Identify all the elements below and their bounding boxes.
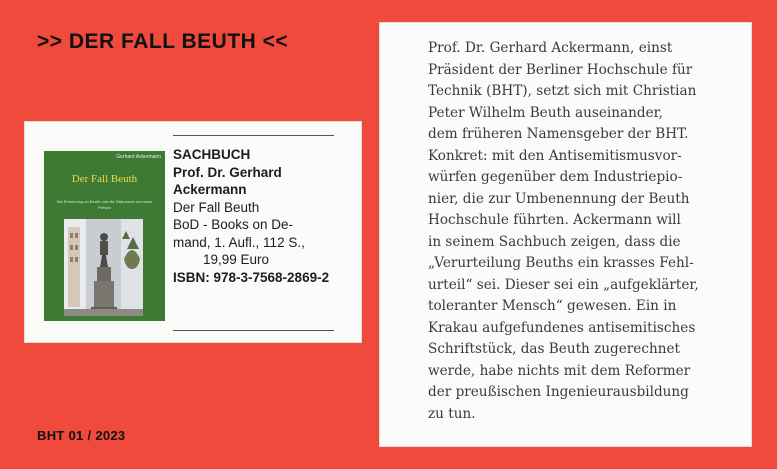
article-line: Präsident der Berliner Hochschule für [428,61,693,78]
cover-subtitle: Die Erinnerung an Beuth und die Diskussion um seine Person [56,199,153,210]
book-isbn: ISBN: 978-3-7568-2869-2 [173,269,330,285]
article-line: der preußischen Ingenieurausbildung [428,384,689,400]
article-line: werde, habe nichts mit dem Reformer [428,362,691,379]
book-genre: SACHBUCH [173,147,251,162]
article-line: „Verurteilung Beuths ein krasses Fehl- [428,255,694,271]
book-details [173,146,358,286]
article-line: Prof. Dr. Gerhard Ackermann, einst [428,40,673,56]
article-line: zu tun. [428,405,476,422]
book-info-card [25,122,361,342]
book-cover [44,151,165,321]
article-line: Konkret: mit den Antisemitismusvor- [428,147,682,164]
article-line: toleranter Mensch“ gewesen. Ein in [428,298,677,314]
cover-photo-statue [64,219,143,316]
book-title: Der Fall Beuth [173,199,260,215]
article-line: urteil“ sei. Dieser sei ein „aufgeklärter, [428,276,699,293]
article-card [380,23,751,446]
article-line: nier, die zur Umbenennung der Beuth [428,190,690,207]
headline: >> DER FALL BEUTH << [37,30,289,53]
article-line: würfen gegenüber dem Industriepio- [428,169,683,185]
book-author-line-1: Prof. Dr. Gerhard [173,164,282,180]
book-publisher-line-1: BoD - Books on De- [173,217,294,232]
article-line: Hochschule führten. Ackermann will [428,212,681,228]
article-line: Technik (BHT), setzt sich mit Christian [428,83,697,99]
article-line: in seinem Sachbuch zeigen, dass die [428,233,681,250]
article-line: Krakau aufgefundenes antisemitisches [428,319,696,336]
article-line: Schriftstück, das Beuth zugerechnet [428,341,680,357]
cover-title: Der Fall Beuth [71,173,138,185]
article-line: dem früheren Namensgeber der BHT. [428,126,689,142]
article-text [428,38,748,425]
top-divider [173,135,334,136]
cover-author: Gerhard Ackermann [116,154,161,160]
issue-label: BHT 01 / 2023 [37,428,126,443]
article-line: Peter Wilhelm Beuth auseinander, [428,104,663,121]
bottom-divider [173,330,334,331]
book-publisher-line-2: mand, 1. Aufl., 112 S., [173,234,305,250]
book-author-line-2: Ackermann [173,182,247,197]
book-price: 19,99 Euro [203,252,270,267]
